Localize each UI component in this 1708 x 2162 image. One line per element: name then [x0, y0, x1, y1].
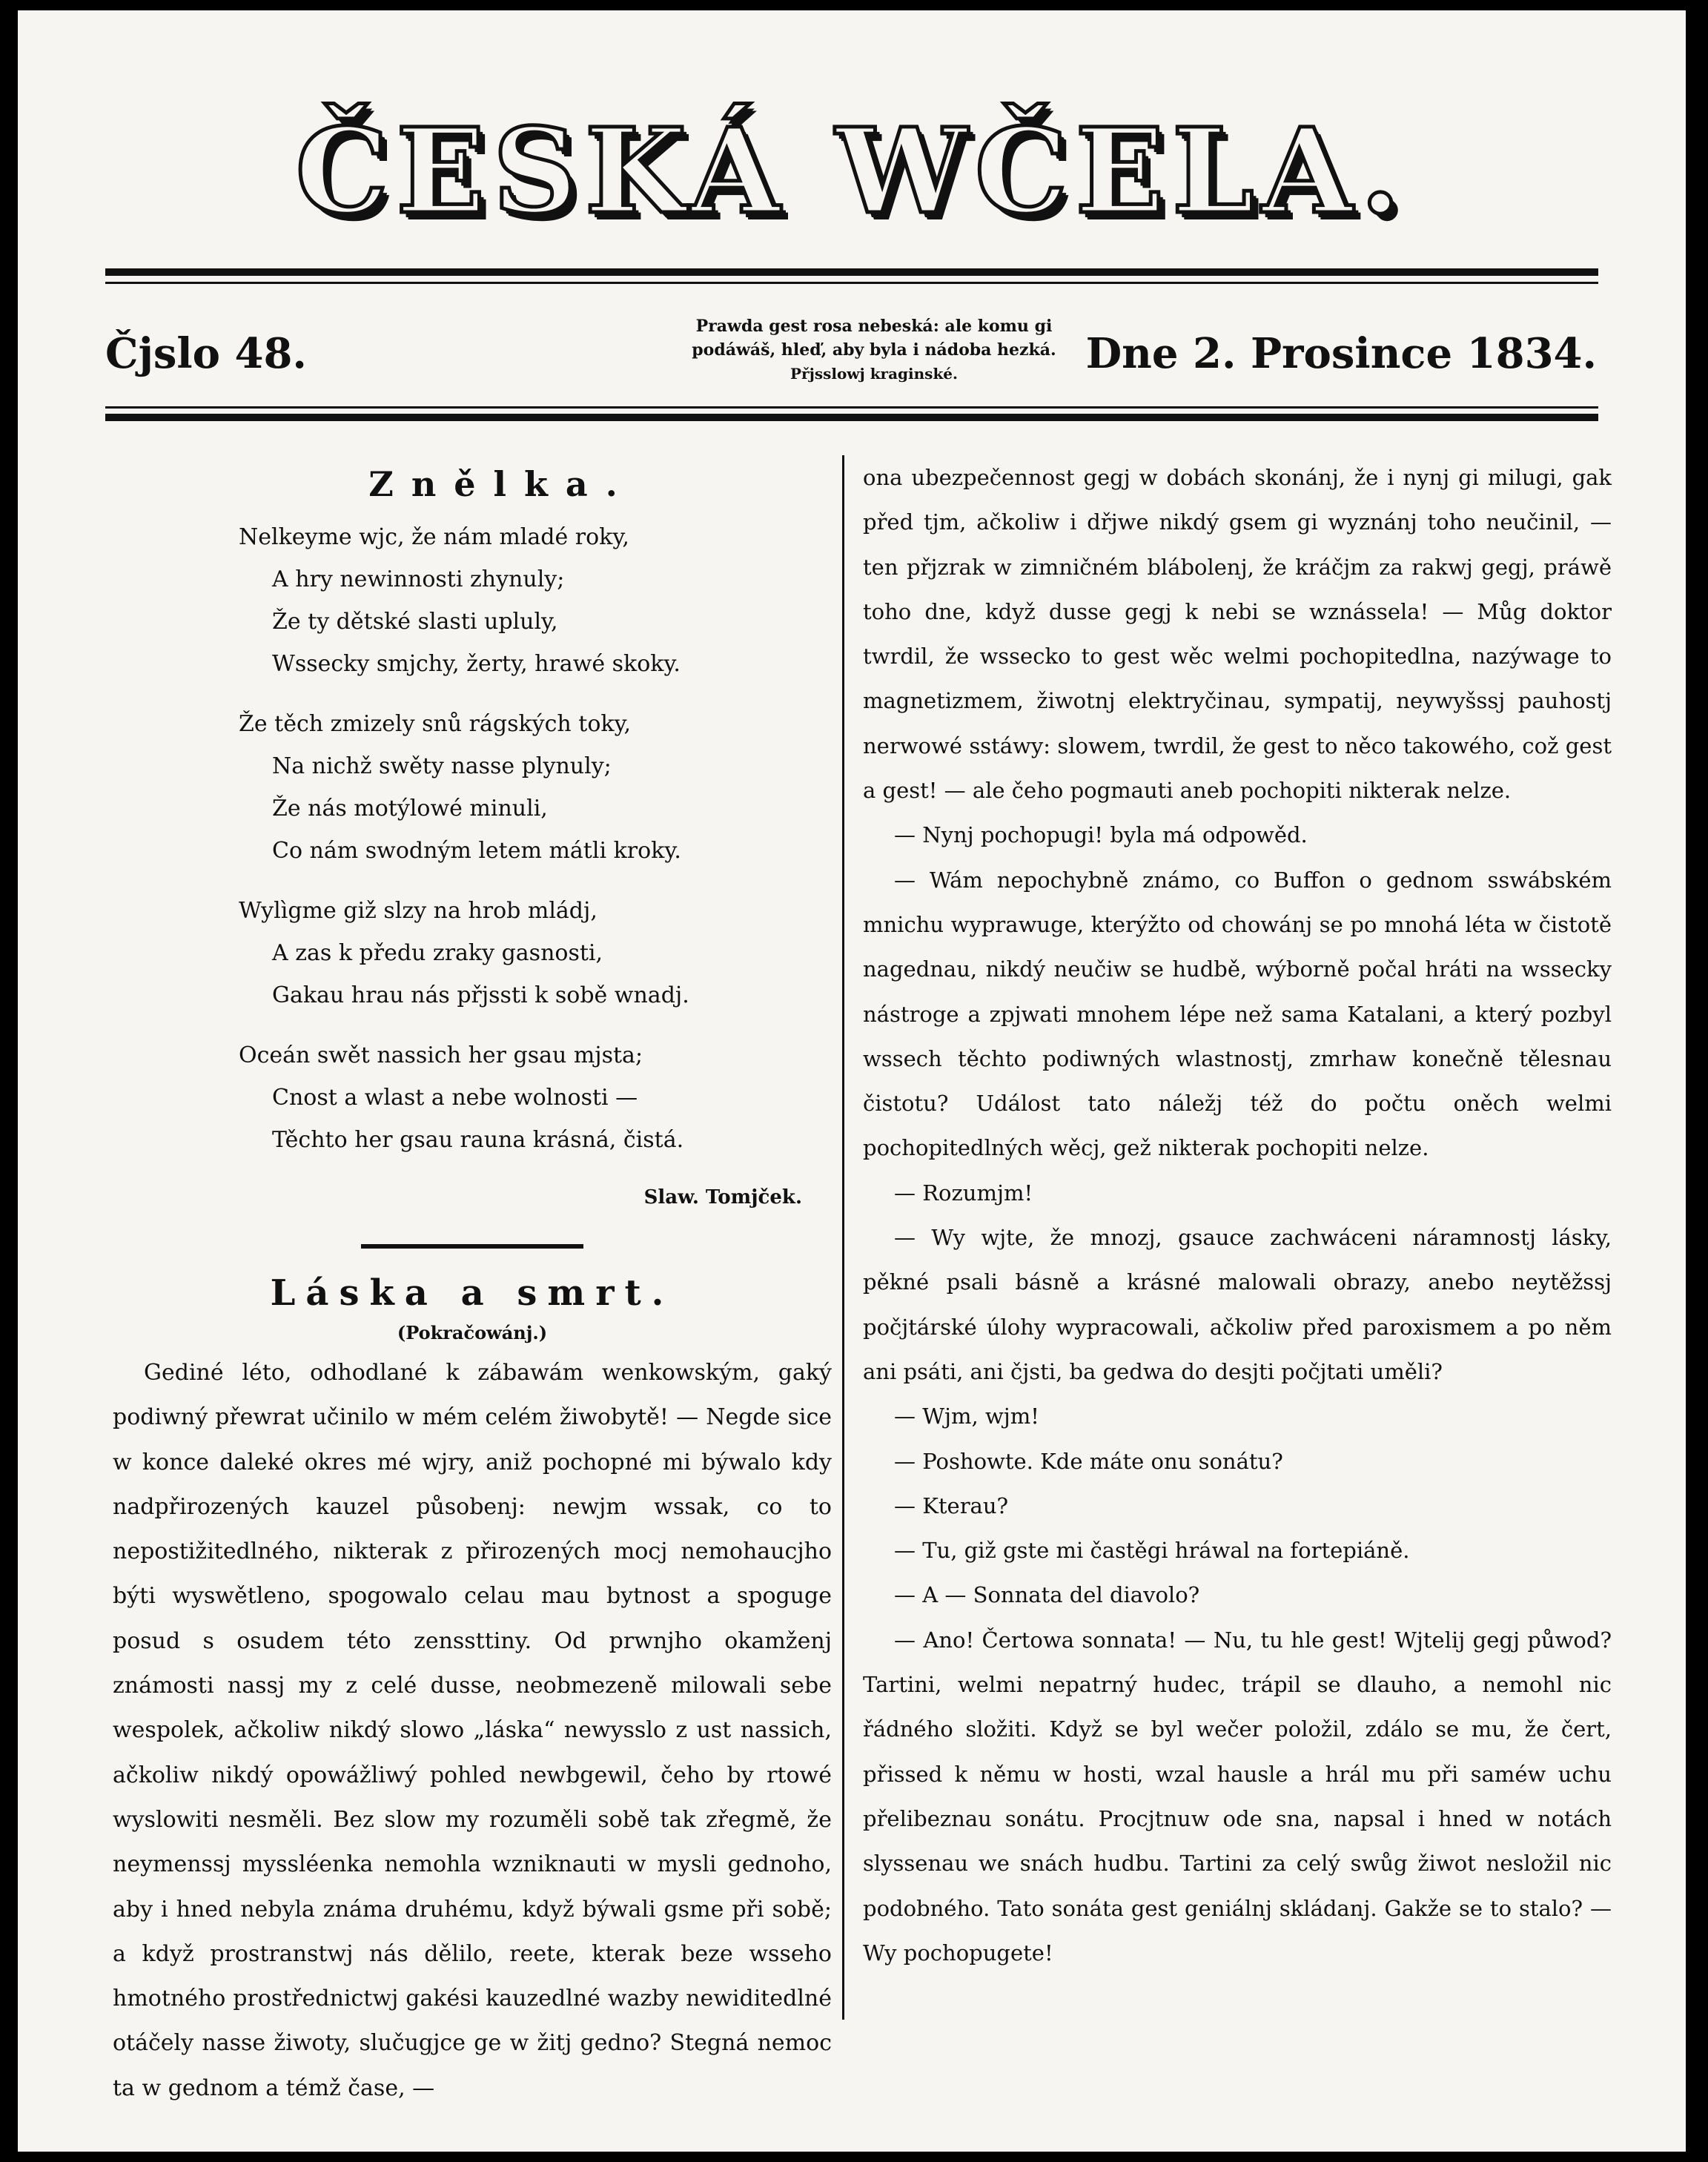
story-paragraph: — Kterau?	[894, 1492, 1009, 1518]
poem-line: A zas k předu zraky gasnosti,	[272, 940, 603, 966]
story-continued: (Pokračowánj.)	[397, 1322, 548, 1343]
header-rule-top	[105, 268, 1598, 276]
poem-stanza	[113, 1034, 832, 1161]
poem-stanza	[113, 516, 832, 685]
motto-source: Přjsslowj kraginské.	[790, 365, 958, 383]
poem-line: Že těch zmizely snů rágských toky,	[239, 711, 632, 737]
poem-line: Cnost a wlast a nebe wolnosti —	[272, 1085, 638, 1111]
right-column	[863, 455, 1612, 1975]
poem-line: Že nás motýlowé minuli,	[272, 796, 548, 822]
poem-line: Wssecky smjchy, žerty, hrawé skoky.	[272, 651, 681, 677]
column-divider	[842, 455, 844, 2020]
poem-line: Co nám swodným letem mátli kroky.	[272, 838, 681, 864]
poem-stanza	[113, 890, 832, 1016]
story-paragraph: — Rozumjm!	[894, 1180, 1033, 1206]
issue-number: Čjslo 48.	[105, 329, 307, 378]
story-paragraph: — Wám nepochybně známo, co Buffon o gednom sswábském mnichu wyprawuge, kterýžto od chowánj se po mnohá léta w čistotě nagednau, nikdý neučiw se hudbě, wýborně počal hráti na wssecky nástroge a zpjwati mnohem lépe než sama Katalani, a který pozbyl wssech těchto podiwných wlastnostj, zmrhaw konečně tělesnau čistotu? Událost tato náležj též do počtu oněch welmi pochopitedlných wěcj, gež nikterak pochopiti nelze.	[863, 867, 1612, 1161]
motto	[637, 314, 1111, 386]
poem-title: Znělka.	[368, 464, 635, 504]
section-divider	[361, 1244, 583, 1249]
poem-line: Wylìgme giž slzy na hrob mládj,	[239, 898, 598, 924]
poem-signature: Slaw. Tomjček.	[643, 1186, 802, 1209]
story-paragraph: — A — Sonnata del diavolo?	[894, 1582, 1200, 1608]
poem-line: Na nichž swěty nasse plynuly;	[272, 753, 612, 779]
header-rule-top-thin	[105, 282, 1598, 284]
motto-line-1: Prawda gest rosa nebeská: ale komu gi	[695, 317, 1053, 336]
masthead-title: ČESKÁ WČELA.	[295, 103, 1409, 240]
story-paragraph: ona ubezpečennost gegj w dobách skonánj, že i nynj gi milugi, gak před tjm, ačkoliw i dřjwe nikdý gsem gi wyznánj toho neučinil, — ten přjzrak w zimničném blábolenj, že kráčjm za rakwj gegj, práwě toho dne, když dusse gegj k nebi se wznássela! — Můg doktor twrdil, že wssecko to gest wěc welmi pochopitedlna, nazýwage to magnetizmem, žiwotnj elektryčinau, sympatij, neywyšssj pauhostj nerwowé sstáwy: slowem, twrdil, že gest to něco takowého, což gest a gest! — ale čeho pogmauti aneb pochopiti nikterak nelze.	[863, 465, 1612, 804]
left-column	[113, 455, 832, 2111]
story-title: Láska a smrt.	[270, 1272, 675, 1314]
header-rule-bottom	[105, 414, 1598, 421]
poem-line: Že ty dětské slasti upluly,	[272, 609, 558, 635]
story-paragraph: — Tu, giž gste mi častěgi hráwal na fortepiáně.	[894, 1538, 1410, 1564]
poem-line: Nelkeyme wjc, že nám mladé roky,	[239, 524, 629, 550]
poem-line: Gakau hrau nás přjssti k sobě wnadj.	[272, 982, 689, 1008]
issue-date: Dne 2. Prosince 1834.	[1085, 329, 1597, 378]
poem-line: A hry newinnosti zhynuly;	[272, 566, 565, 592]
story-paragraph: — Nynj pochopugi! byla má odpowěd.	[894, 822, 1308, 848]
newspaper-page	[18, 10, 1686, 2152]
story-paragraph: — Poshowte. Kde máte onu sonátu?	[894, 1448, 1283, 1474]
poem-stanza	[113, 703, 832, 872]
header-rule-bottom-thin	[105, 406, 1598, 409]
motto-line-2: podáwáš, hleď, aby byla i nádoba hezká.	[692, 340, 1056, 360]
story-paragraph: — Wjm, wjm!	[894, 1404, 1039, 1429]
story-paragraph: — Ano! Čertowa sonnata! — Nu, tu hle gest! Wjtelij gegj půwod? Tartini, welmi nepatrný hudec, trápil se dlauho, a nemohl nic řádného složiti. Když se byl wečer položil, zdálo se mu, že čert, přissed k němu w hosti, wzal hausle a hrál mu při saméw uchu přelibeznau sonátu. Procjtnuw ode sna, napsal i hned w notách slyssenau we snách hudbu. Tartini za celý swůg žiwot nesložil nic podobného. Tato sonáta gest geniálnj skládanj. Gakže se to stalo? — Wy pochopugete!	[863, 1627, 1612, 1966]
poem-line: Těchto her gsau rauna krásná, čistá.	[272, 1127, 684, 1153]
story-paragraph: — Wy wjte, že mnozj, gsauce zachwáceni náramnostj lásky, pěkné psali básně a krásné malowali obrazy, anebo neytěžssj počjtárské úlohy wypracowali, ačkoliw před paroxismem a po něm ani psáti, ani čjsti, ba gedwa do desjti počjtati uměli?	[863, 1225, 1612, 1384]
story-paragraph: Gediné léto, odhodlané k zábawám wenkowským, gaký podiwný přewrat učinilo w mém celém žiwobytě! — Negde sice w konce daleké okres mé wjry, aniž pochopné mi býwalo kdy nadpřirozených kauzel působenj: newjm wssak, co to nepostižitedlného, nikterak z přirozených mocj nemohaucjho býti wyswětleno, spogowalo celau mau bytnost a spoguge posud s osudem této zenssttiny. Od prwnjho okamženj známosti nassj my z celé dusse, neobmezeně milowali sebe wespolek, ačkoliw nikdý slowo „láska“ newysslo z ust nassich, ačkoliw nikdý opowážliwý pohled newbgewil, čeho by rtowé wyslowiti nesměli. Bez slow my rozuměli sobě tak zřegmě, že neymenssj myssléenka nemohla wzniknauti w mysli gednoho, aby i hned nebyla známa druhému, když býwali gsme při sobě; a když prostranstwj nás dělilo, reete, kterak beze wsseho hmotného prostřednictwj gakési kauzedlné wazby newiditedlné otáčely nasse žiwoty, slučugjce ge w žitj gedno? Stegná nemoc ta w gednom a témž čase, —	[113, 1360, 832, 2101]
poem-line: Oceán swět nassich her gsau mjsta;	[239, 1042, 643, 1068]
